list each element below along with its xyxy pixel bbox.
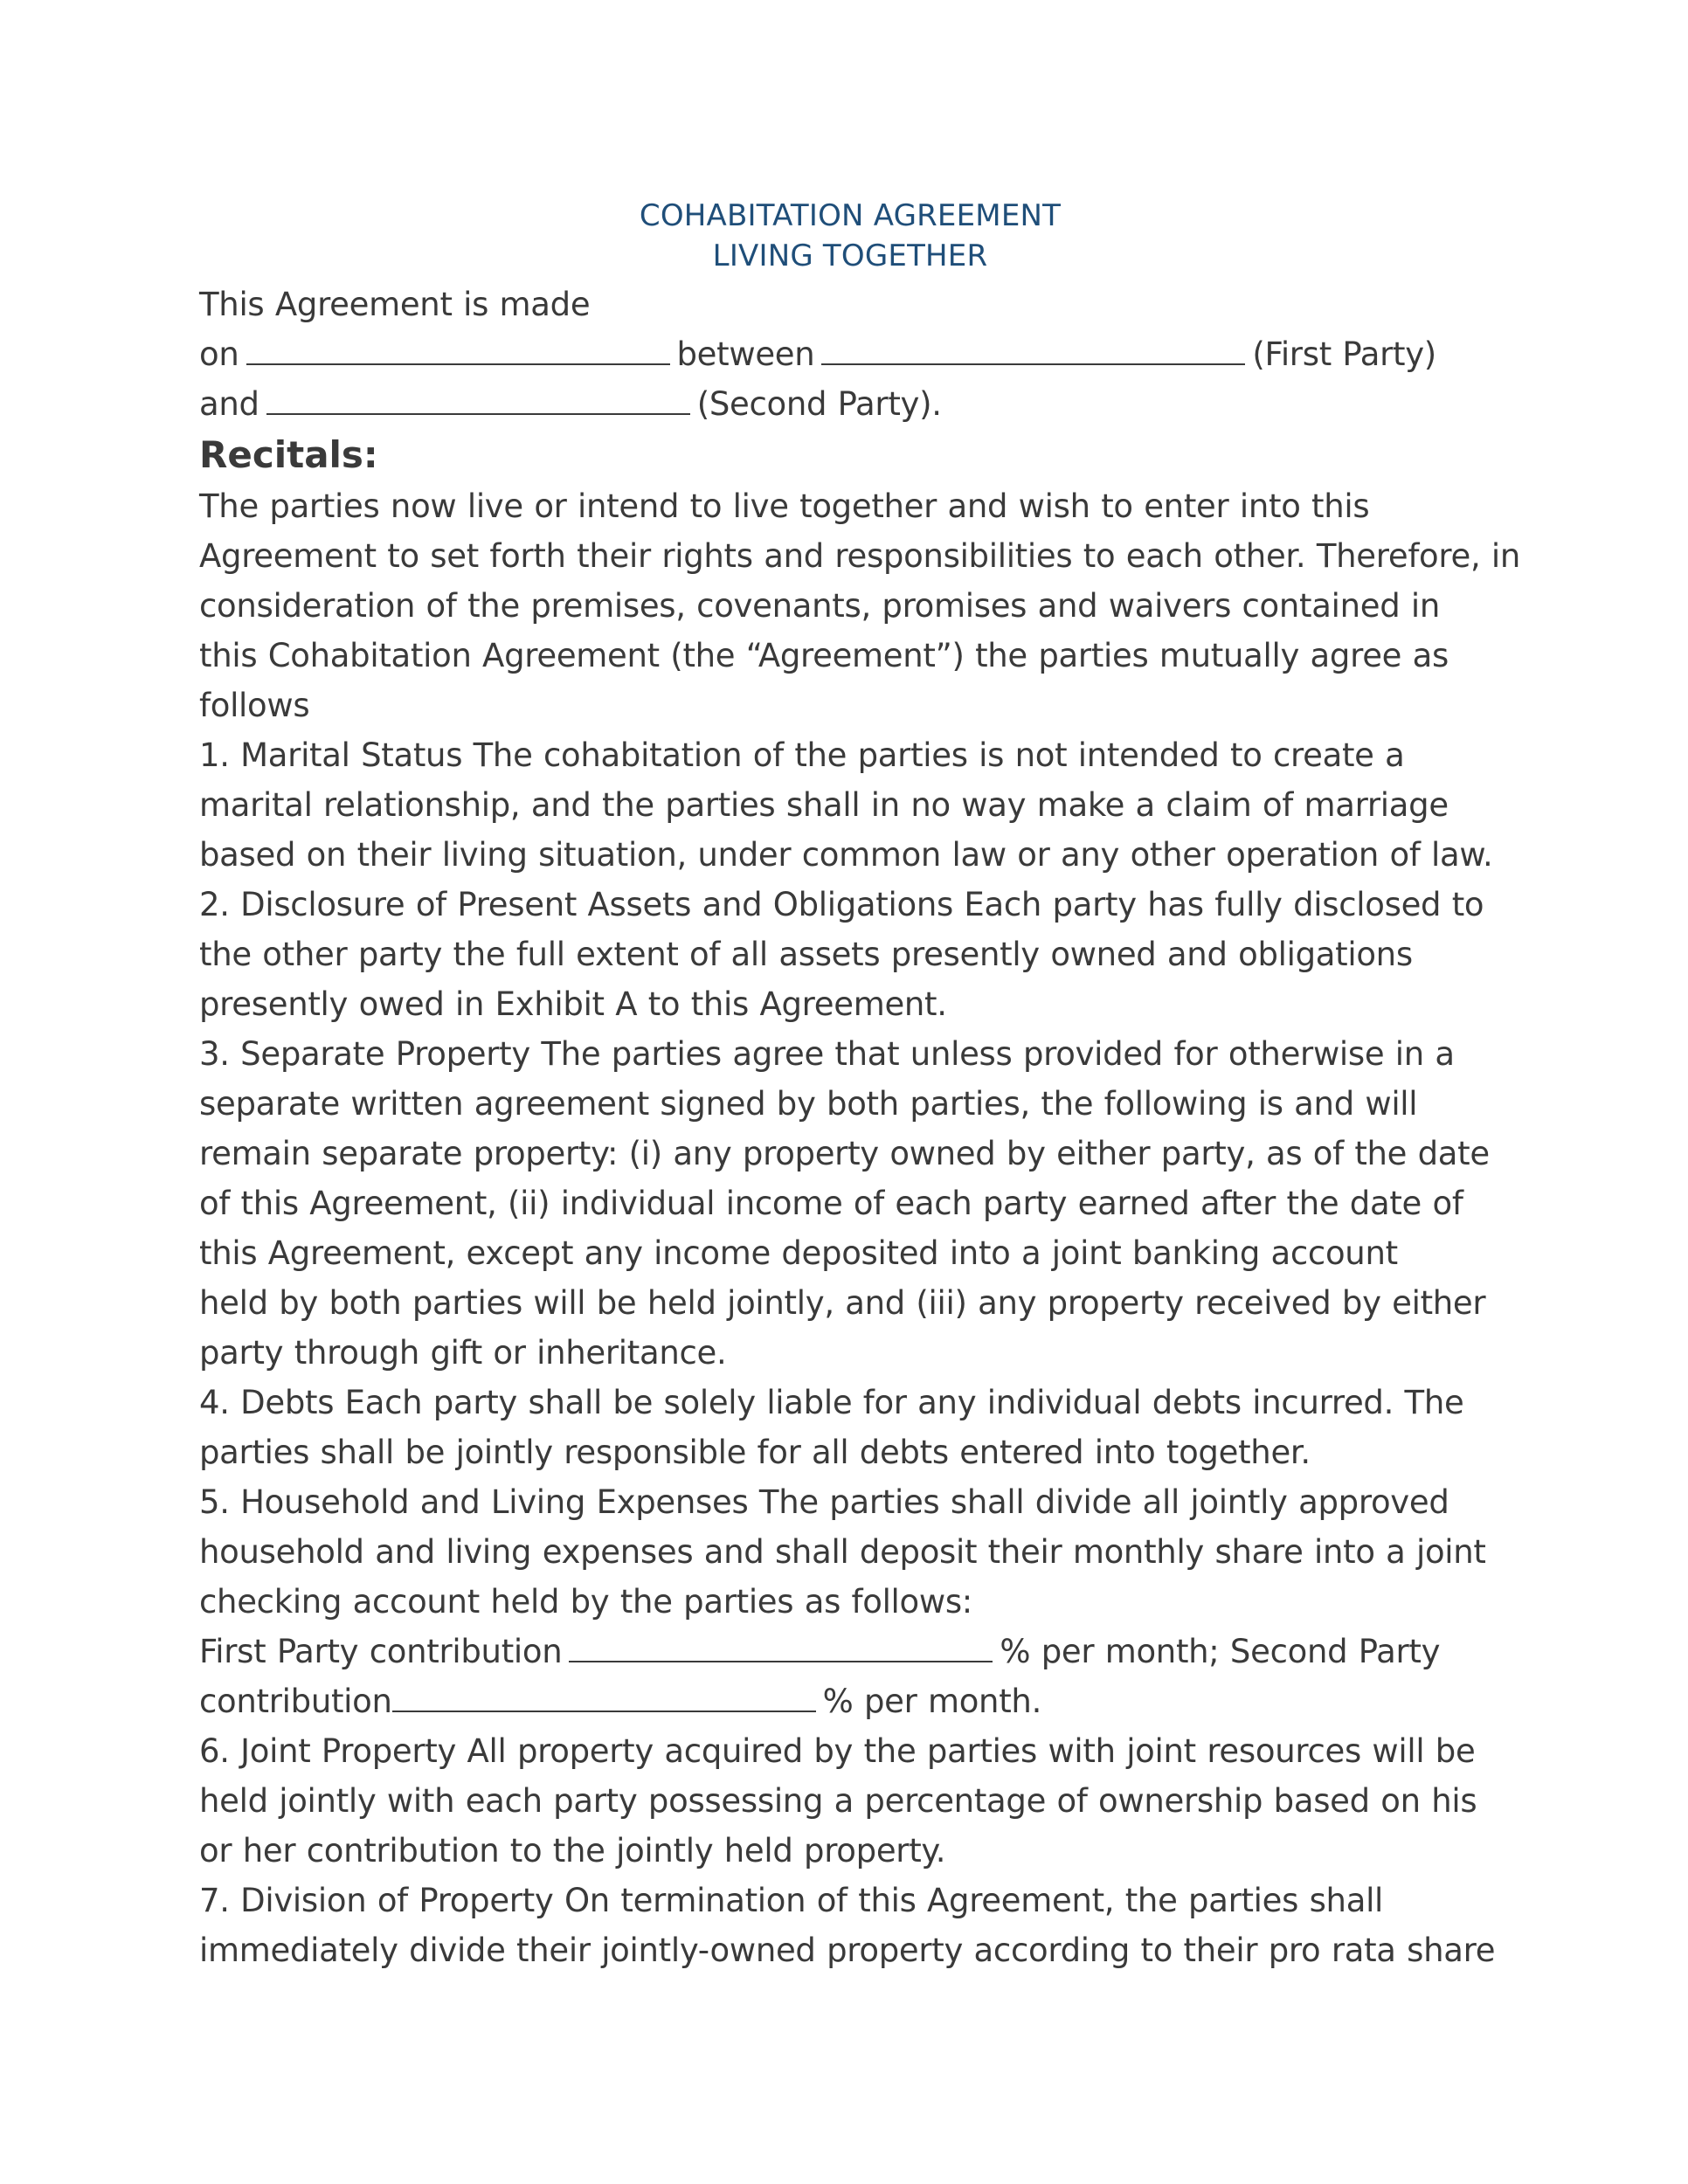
clause-line: the other party the full extent of all assets presently owned and obligations [199,936,1413,973]
clause-line: 3. Separate Property The parties agree that unless provided for otherwise in a [199,1035,1455,1073]
contribution-line-1 [199,1627,1501,1676]
recitals-line: Agreement to set forth their rights and responsibilities to each other. Therefore, in [199,537,1521,575]
clause-line: of this Agreement, (ii) individual income of each party earned after the date of [199,1185,1463,1222]
clause-line: based on their living situation, under common law or any other operation of law. [199,836,1493,874]
clause-7-division-of-property [199,1876,1501,1975]
clause-line: remain separate property: (i) any property owned by either party, as of the date [199,1135,1490,1172]
clause-3-separate-property [199,1029,1501,1378]
clause-line: held by both parties will be held jointly, and (iii) any property received by either [199,1284,1486,1322]
second-party-label: (Second Party). [696,385,942,423]
second-contribution-suffix: % per month. [822,1683,1042,1720]
and-label: and [199,385,259,423]
clause-line: or her contribution to the jointly held property. [199,1832,946,1870]
document-content [199,196,1521,1975]
recitals-line: this Cohabitation Agreement (the “Agreement”) the parties mutually agree as [199,637,1449,674]
clause-2-disclosure [199,880,1501,1029]
clause-line: 1. Marital Status The cohabitation of the parties is not intended to create a [199,736,1405,774]
clause-4-debts [199,1378,1501,1477]
second-contribution-blank[interactable] [392,1681,816,1712]
clause-line: separate written agreement signed by both parties, the following is and will [199,1085,1418,1123]
first-contribution-blank[interactable] [569,1631,993,1662]
clause-line: marital relationship, and the parties shall in no way make a claim of marriage [199,786,1449,824]
clause-line: 4. Debts Each party shall be solely liable for any individual debts incurred. The [199,1384,1464,1421]
recitals-line: follows [199,687,310,724]
first-party-label: (First Party) [1252,335,1436,373]
clause-line: presently owed in Exhibit A to this Agreement. [199,985,947,1023]
between-label: between [676,335,815,373]
intro-line-1: This Agreement is made [199,286,591,323]
intro-line-2 [199,329,1501,379]
clause-1-marital-status [199,730,1501,880]
second-party-blank[interactable] [266,384,690,415]
clause-line: immediately divide their jointly-owned property according to their pro rata share [199,1932,1496,1969]
clause-line: 5. Household and Living Expenses The parties shall divide all jointly approved [199,1483,1449,1521]
contribution-line-2 [199,1676,1501,1726]
clause-line: parties shall be jointly responsible for all debts entered into together. [199,1434,1311,1471]
title-line-2: LIVING TOGETHER [712,238,988,273]
recitals-heading: Recitals: [199,433,378,476]
on-label: on [199,335,239,373]
first-party-blank[interactable] [821,334,1245,365]
clause-line: held jointly with each party possessing a percentage of ownership based on his [199,1782,1477,1820]
recitals-line: consideration of the premises, covenants, promises and waivers contained in [199,587,1440,625]
date-blank[interactable] [246,334,670,365]
agreement-body [199,481,1521,1975]
clause-line: 2. Disclosure of Present Assets and Obligations Each party has fully disclosed to [199,886,1484,923]
clause-line: this Agreement, except any income deposited into a joint banking account [199,1234,1398,1272]
clause-line: party through gift or inheritance. [199,1334,727,1372]
clause-5-household-expenses [199,1477,1501,1726]
clause-line: checking account held by the parties as follows: [199,1583,972,1621]
clause-line: household and living expenses and shall deposit their monthly share into a joint [199,1533,1486,1571]
recitals-line: The parties now live or intend to live together and wish to enter into this [199,487,1370,525]
first-contribution-label: First Party contribution [199,1633,563,1670]
clause-line: 7. Division of Property On termination of this Agreement, the parties shall [199,1882,1384,1919]
clause-6-joint-property [199,1726,1501,1876]
document-title [199,196,1501,276]
intro-line-3 [199,379,1501,429]
recitals-paragraph [199,481,1521,730]
clause-line: 6. Joint Property All property acquired by the parties with joint resources will be [199,1732,1476,1770]
second-contribution-label: contribution [199,1683,392,1720]
intro-block [199,280,1501,429]
title-line-1: COHABITATION AGREEMENT [639,198,1062,233]
first-contribution-suffix: % per month; Second Party [1000,1633,1441,1670]
